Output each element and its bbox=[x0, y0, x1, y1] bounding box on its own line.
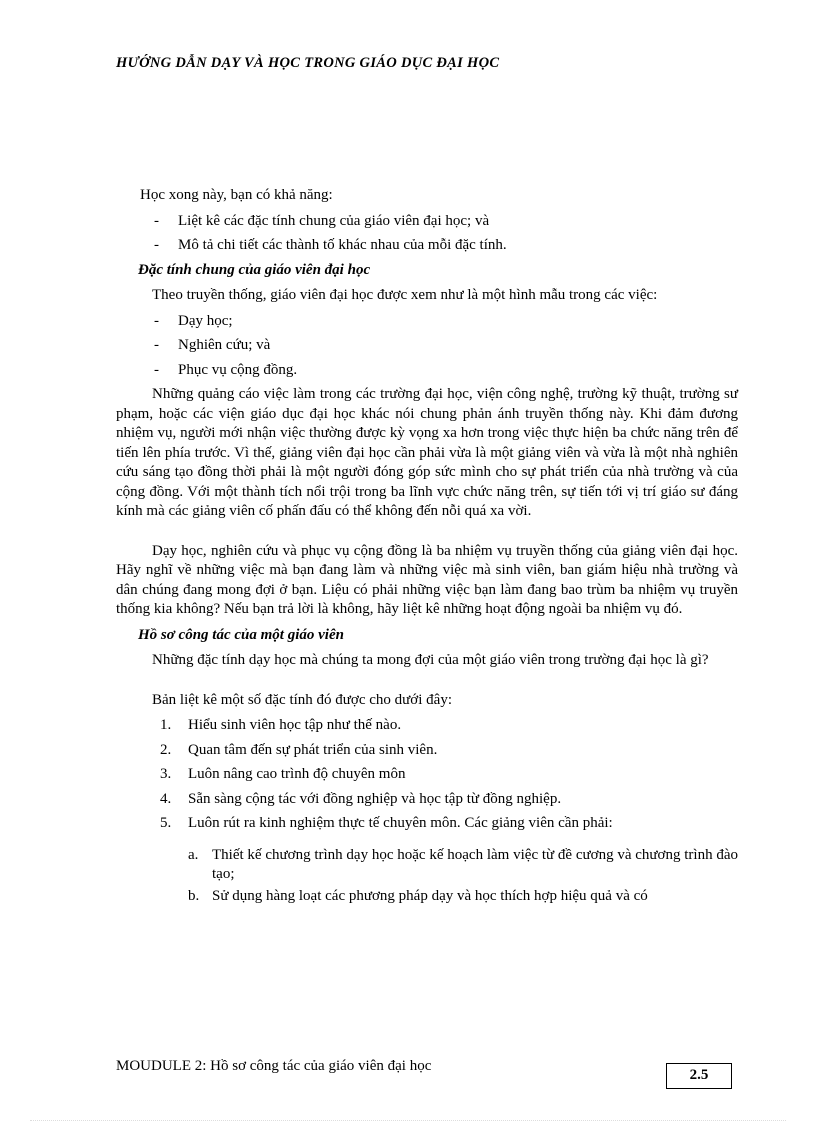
role-item bbox=[116, 361, 738, 381]
item-number: 2. bbox=[160, 741, 172, 758]
item-number: 3. bbox=[160, 766, 172, 782]
numbered-item bbox=[116, 814, 738, 834]
numbered-item bbox=[116, 790, 738, 810]
sub-item-text: Thiết kế chương trình dạy học hoặc kế hoạch làm việc từ đề cương và chương trình đào tạo; bbox=[212, 846, 738, 882]
running-header: HƯỚNG DẪN DẠY VÀ HỌC TRONG GIÁO DỤC ĐẠI HỌC bbox=[116, 55, 500, 71]
footer-module-title: MOUDULE 2: Hồ sơ công tác của giáo viên đại học bbox=[116, 1058, 432, 1074]
page-edge-divider bbox=[30, 1120, 786, 1121]
dash-bullet: - bbox=[154, 361, 159, 378]
sub-item-letter: a. bbox=[188, 846, 199, 863]
body-paragraph: Những quảng cáo việc làm trong các trường đại học, viện công nghệ, trường kỹ thuật, trường sư phạm, hoặc các viện giáo dục đại học khác nói chung phản ánh truyền thống này. Khi đảm đương nhiệm vụ, người mới nhận việc thường được kỳ vọng xa hơn trong việc thực hiện ba chức năng trên để tiến lên phía trước. Vì thế, giảng viên đại học cần phải vừa là một giảng viên và vừa là một nhà nghiên cứu sáng tạo đồng thời phải là một người đóng góp sức mình cho sự phát triển của nhà trường và của cộng đồng. Với một thành tích nổi trội trong ba lĩnh vực chức năng trên, sự tiến tới vị trí giáo sư đáng kính mà các giảng viên cố phấn đấu có thể không đến nỗi quá xa vời. bbox=[116, 386, 738, 519]
item-text: Luôn rút ra kinh nghiệm thực tế chuyên môn. Các giảng viên cần phải: bbox=[188, 815, 613, 831]
numbered-item bbox=[116, 716, 738, 736]
sub-item-letter: b. bbox=[188, 887, 200, 904]
role-item bbox=[116, 312, 738, 332]
numbered-item bbox=[116, 765, 738, 785]
objective-text: Mô tả chi tiết các thành tố khác nhau của mỗi đặc tính. bbox=[178, 237, 507, 253]
role-item bbox=[116, 336, 738, 356]
role-text: Dạy học; bbox=[178, 312, 233, 329]
dash-bullet: - bbox=[154, 337, 159, 353]
dash-bullet: - bbox=[154, 312, 159, 329]
list-intro: Bản liệt kê một số đặc tính đó được cho dưới đây: bbox=[152, 691, 452, 708]
item-text: Quan tâm đến sự phát triển của sinh viên. bbox=[188, 741, 438, 758]
role-text: Nghiên cứu; và bbox=[178, 337, 271, 353]
section-heading: Đặc tính chung của giáo viên đại học bbox=[138, 261, 371, 278]
sub-item bbox=[116, 887, 738, 907]
item-text: Sẵn sàng cộng tác với đồng nghiệp và học tập từ đồng nghiệp. bbox=[188, 790, 562, 807]
body-paragraph: Những đặc tính dạy học mà chúng ta mong đợi của một giáo viên trong trường đại học là gì? bbox=[152, 652, 709, 668]
sub-item bbox=[116, 846, 738, 885]
section-heading: Hồ sơ công tác của một giáo viên bbox=[138, 626, 344, 643]
objective-item bbox=[116, 212, 738, 232]
item-number: 1. bbox=[160, 717, 172, 733]
numbered-item bbox=[116, 741, 738, 761]
page-body bbox=[116, 186, 738, 908]
sub-item-text: Sử dụng hàng loạt các phương pháp dạy và học thích hợp hiệu quả và có bbox=[212, 887, 648, 904]
item-number: 5. bbox=[160, 815, 172, 831]
dash-bullet: - bbox=[154, 237, 159, 253]
objective-item bbox=[116, 236, 738, 256]
objectives-intro: Học xong này, bạn có khả năng: bbox=[140, 187, 333, 203]
item-text: Hiểu sinh viên học tập như thế nào. bbox=[188, 717, 402, 733]
objective-text: Liệt kê các đặc tính chung của giáo viên đại học; và bbox=[178, 212, 490, 229]
section-lead: Theo truyền thống, giáo viên đại học được xem như là một hình mẫu trong các việc: bbox=[152, 287, 658, 303]
item-number: 4. bbox=[160, 790, 172, 807]
dash-bullet: - bbox=[154, 212, 159, 229]
body-paragraph: Dạy học, nghiên cứu và phục vụ cộng đồng là ba nhiệm vụ truyền thống của giảng viên đại học. Hãy nghĩ về những việc mà bạn đang làm và những việc mà sinh viên, ban giám hiệu nhà trường và dân chúng đang mong đợi ở bạn. Liệu có phải những việc bạn làm đang bao trùm ba nhiệm vụ truyền thống kia không? Nếu bạn trả lời là không, hãy liệt kê những hoạt động ngoài ba nhiệm vụ đó. bbox=[116, 542, 738, 617]
role-text: Phục vụ cộng đồng. bbox=[178, 361, 298, 378]
item-text: Luôn nâng cao trình độ chuyên môn bbox=[188, 766, 406, 782]
page-number: 2.5 bbox=[666, 1063, 732, 1089]
